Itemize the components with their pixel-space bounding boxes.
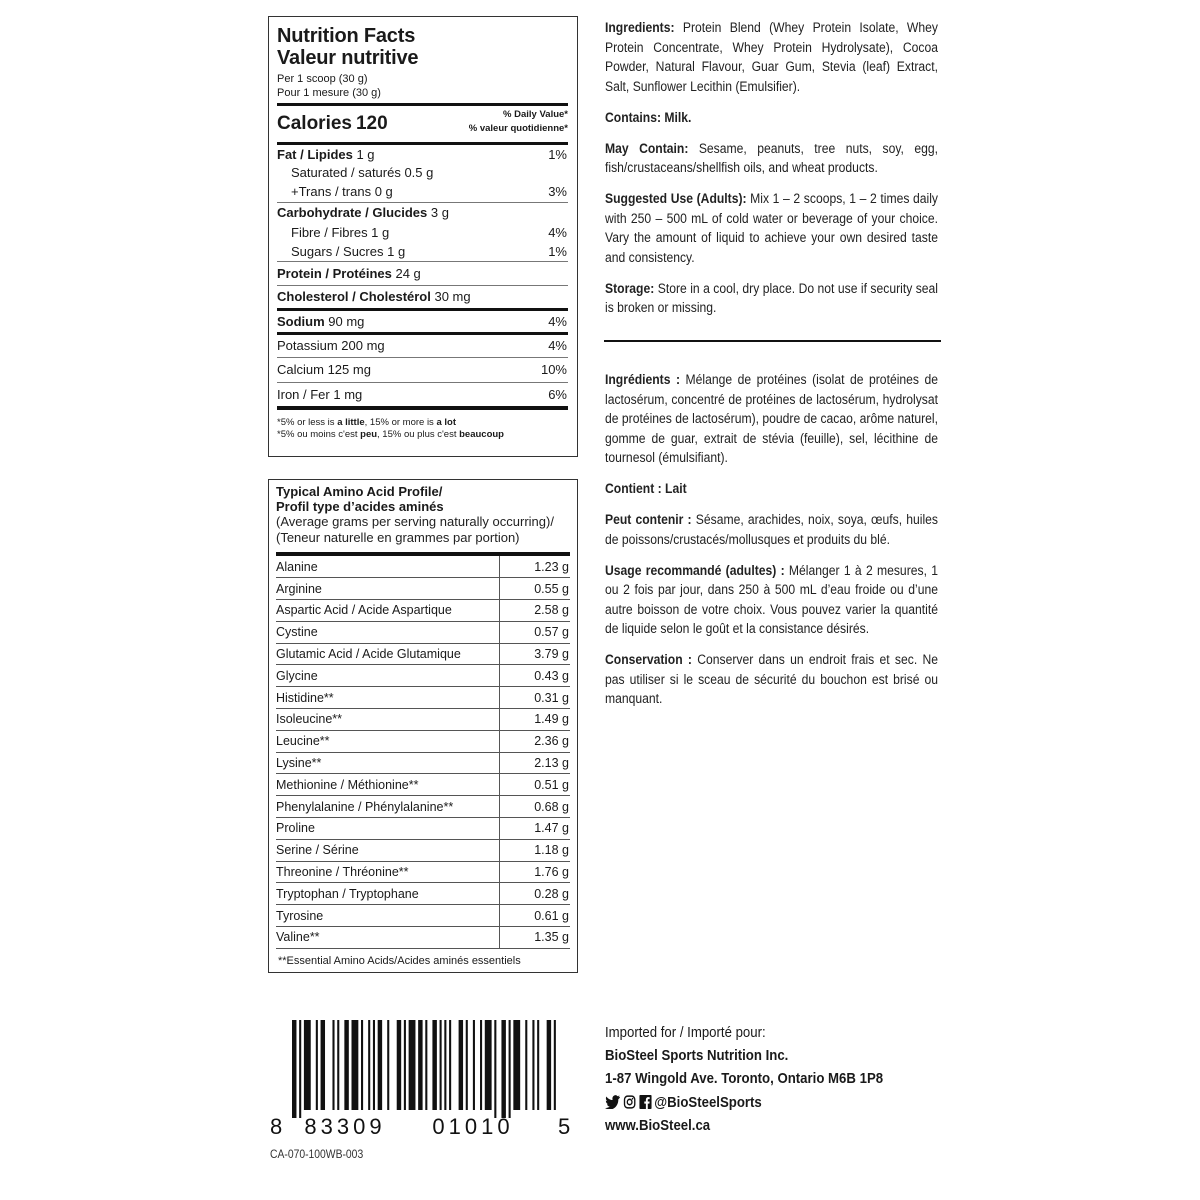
amino-name: Serine / Sérine xyxy=(276,839,499,861)
company-address: 1-87 Wingold Ave. Toronto, Ontario M6B 1P8 xyxy=(605,1070,884,1088)
barcode-bar xyxy=(501,1020,505,1118)
amino-amount: 0.28 g xyxy=(499,883,570,905)
storage-en: Storage: Store in a cool, dry place. Do not use if security seal is broken or missing. xyxy=(605,280,938,315)
amino-amount: 0.61 g xyxy=(499,905,570,927)
amino-amount: 0.68 g xyxy=(499,796,570,818)
nutrient-row-fat: Fat / Lipides 1 g 1% xyxy=(277,146,567,162)
may-contain-en: May Contain: Sesame, peanuts, tree nuts, soy, egg, fish/crustaceans/shellfish oils, and wheat products. xyxy=(605,140,938,175)
amino-name: Arginine xyxy=(276,578,499,600)
barcode-bar xyxy=(547,1020,551,1110)
barcode-bar xyxy=(361,1020,363,1110)
barcode-bar xyxy=(485,1020,492,1110)
nutrient-row-calcium: Calcium 125 mg 10% xyxy=(277,357,568,382)
english-info xyxy=(605,18,938,329)
amino-title-fr: Profil type d’acides aminés xyxy=(276,499,444,514)
amino-row xyxy=(276,905,570,927)
barcode-bar xyxy=(404,1020,406,1110)
barcode-bar xyxy=(352,1020,359,1110)
amino-subtitle-fr: (Teneur naturelle en grammes par portion) xyxy=(276,530,520,545)
nutrition-title-fr: Valeur nutritive xyxy=(277,47,419,69)
barcode-bar xyxy=(378,1020,382,1110)
barcode-bar xyxy=(292,1020,296,1118)
barcode-bar xyxy=(459,1020,463,1110)
social-row xyxy=(605,1091,939,1114)
amino-amount: 1.18 g xyxy=(499,839,570,861)
barcode-bar xyxy=(337,1020,339,1110)
amino-name: Tryptophan / Tryptophane xyxy=(276,883,499,905)
daily-value-en: % Daily Value* xyxy=(503,109,568,120)
amino-acid-table xyxy=(276,556,570,949)
nutrient-row-sugars: Sugars / Sucres 1 g 1% xyxy=(291,243,567,259)
barcode xyxy=(270,1020,573,1138)
barcode-bar xyxy=(332,1020,334,1110)
company-name: BioSteel Sports Nutrition Inc. xyxy=(605,1047,789,1065)
facebook-icon[interactable] xyxy=(639,1095,651,1109)
barcode-bar xyxy=(344,1020,348,1110)
suggested-use-fr: Usage recommandé (adultes) : Mélanger 1 à 2 mesures, 1 ou 2 fois par jour, dans 250 à 500 mL d’eau froide ou d’une autre boisson de votre choix. Vous pouvez varier la quantité de liquide selon le goût et la consistance désirés. xyxy=(605,562,938,636)
barcode-bar xyxy=(321,1020,325,1110)
barcode-digits-left: 83309 xyxy=(304,1114,386,1138)
amino-amount: 1.49 g xyxy=(499,709,570,731)
amino-row xyxy=(276,687,570,709)
nutrient-row-sodium: Sodium 90 mg 4% xyxy=(277,313,567,329)
calories-label: Calories xyxy=(277,113,352,134)
amino-name: Valine** xyxy=(276,927,499,949)
barcode-bar xyxy=(525,1020,527,1110)
amino-name: Lysine** xyxy=(276,752,499,774)
amino-name: Tyrosine xyxy=(276,905,499,927)
amino-amount: 1.76 g xyxy=(499,861,570,883)
barcode-digit-end: 5 xyxy=(558,1114,571,1138)
amino-row xyxy=(276,861,570,883)
amino-amount: 2.13 g xyxy=(499,752,570,774)
barcode-bar xyxy=(440,1020,442,1110)
amino-name: Glutamic Acid / Acide Glutamique xyxy=(276,643,499,665)
amino-row xyxy=(276,556,570,578)
amino-name: Isoleucine** xyxy=(276,709,499,731)
french-info xyxy=(605,370,938,720)
amino-amount: 0.31 g xyxy=(499,687,570,709)
barcode-bar xyxy=(418,1020,422,1110)
barcode-bar xyxy=(316,1020,318,1110)
amino-amount: 1.23 g xyxy=(499,556,570,578)
amino-name: Cystine xyxy=(276,621,499,643)
amino-amount: 1.35 g xyxy=(499,927,570,949)
amino-name: Methionine / Méthionine** xyxy=(276,774,499,796)
barcode-bar xyxy=(466,1020,468,1110)
amino-row xyxy=(276,643,570,665)
social-handle[interactable]: @BioSteelSports xyxy=(654,1093,762,1111)
nutrient-row-carbohydrate: Carbohydrate / Glucides 3 g xyxy=(277,202,568,223)
barcode-bar xyxy=(554,1020,556,1110)
amino-subtitle-en: (Average grams per serving naturally occurring)/ xyxy=(276,514,554,529)
barcode-bar xyxy=(373,1020,375,1110)
amino-name: Proline xyxy=(276,818,499,840)
amino-amount: 2.58 g xyxy=(499,600,570,622)
calories-value: 120 xyxy=(355,113,388,134)
amino-row xyxy=(276,600,570,622)
barcode-bar xyxy=(425,1020,427,1110)
nutrient-row-potassium: Potassium 200 mg 4% xyxy=(277,338,567,353)
contains-en: Contains: Milk. xyxy=(605,109,692,125)
nutrition-title-en: Nutrition Facts xyxy=(277,25,416,47)
amino-name: Aspartic Acid / Acide Aspartique xyxy=(276,600,499,622)
barcode-bar xyxy=(304,1020,311,1110)
may-contain-fr: Peut contenir : Sésame, arachides, noix, soya, œufs, huiles de poissons/crustacés/mollusques et produits du blé. xyxy=(605,512,939,547)
barcode-bar xyxy=(513,1020,520,1110)
amino-row xyxy=(276,839,570,861)
amino-footnote: **Essential Amino Acids/Acides aminés essentiels xyxy=(278,954,521,967)
amino-row xyxy=(276,752,570,774)
barcode-bar xyxy=(509,1020,511,1118)
serving-size-en: Per 1 scoop (30 g) xyxy=(277,73,368,85)
ingredients-fr: Ingrédients : Mélange de protéines (isolat de protéines de lactosérum, concentré de protéines de lactosérum, hydrolysat de protéines de lactosérum), poudre de cacao, arôme naturel, gomme de guar, extrait de stévia (feuille), sel, lécithine de tournesol (émulsifiant). xyxy=(605,372,938,465)
nutrient-row-fibre: Fibre / Fibres 1 g 4% xyxy=(291,224,567,240)
amino-amount: 0.55 g xyxy=(499,578,570,600)
amino-row xyxy=(276,578,570,600)
instagram-icon[interactable] xyxy=(623,1095,635,1109)
amino-amount: 0.43 g xyxy=(499,665,570,687)
amino-amount: 0.51 g xyxy=(499,774,570,796)
amino-amount: 2.36 g xyxy=(499,730,570,752)
calories-row xyxy=(277,106,568,142)
barcode-bar xyxy=(299,1020,301,1118)
amino-row xyxy=(276,709,570,731)
amino-row xyxy=(276,883,570,905)
barcode-digit-start: 8 xyxy=(270,1114,283,1138)
footnote-fr: *5% ou moins c'est peu, 15% ou plus c'est beaucoup xyxy=(277,429,504,440)
barcode-bar xyxy=(397,1020,401,1110)
amino-name: Histidine** xyxy=(276,687,499,709)
barcode-bar xyxy=(444,1020,446,1110)
amino-name: Glycine xyxy=(276,665,499,687)
barcode-bar xyxy=(432,1020,436,1110)
nutrient-row-trans: +Trans / trans 0 g 3% xyxy=(291,184,567,199)
nutrient-row-saturated: Saturated / saturés 0.5 g xyxy=(291,165,434,180)
amino-row xyxy=(276,665,570,687)
amino-row xyxy=(276,774,570,796)
footnote-en: *5% or less is a little, 15% or more is a lot xyxy=(277,417,456,428)
amino-row xyxy=(276,621,570,643)
conservation-fr: Conservation : Conserver dans un endroit frais et sec. Ne pas utiliser si le sceau de sécurité du bouchon est brisé ou manquant. xyxy=(605,652,938,706)
amino-acid-panel xyxy=(268,479,578,973)
amino-row xyxy=(276,818,570,840)
barcode-bar xyxy=(480,1020,482,1110)
contains-fr: Contient : Lait xyxy=(605,481,687,496)
product-code: CA-070-100WB-003 xyxy=(270,1149,364,1161)
nutrient-row-cholesterol: Cholesterol / Cholestérol 30 mg xyxy=(277,285,568,308)
amino-name: Phenylalanine / Phénylalanine** xyxy=(276,796,499,818)
amino-name: Alanine xyxy=(276,556,499,578)
barcode-bar xyxy=(368,1020,370,1110)
amino-row xyxy=(276,796,570,818)
barcode-bar xyxy=(387,1020,389,1110)
daily-value-fr: % valeur quotidienne* xyxy=(468,123,568,134)
ingredients-en: Ingredients: Protein Blend (Whey Protein Isolate, Whey Protein Concentrate, Whey Protein Hydrolysate), Cocoa Powder, Natural Flavour, Guar Gum, Stevia (leaf) Extract, Salt, Sunflower Lecithin (Emulsifier). xyxy=(605,20,938,94)
website-link[interactable]: www.BioSteel.ca xyxy=(605,1116,711,1134)
amino-amount: 0.57 g xyxy=(499,621,570,643)
amino-name: Leucine** xyxy=(276,730,499,752)
barcode-bar xyxy=(532,1020,534,1110)
amino-amount: 1.47 g xyxy=(499,818,570,840)
barcode-bar xyxy=(537,1020,539,1110)
amino-amount: 3.79 g xyxy=(499,643,570,665)
serving-size-fr: Pour 1 mesure (30 g) xyxy=(277,87,381,99)
twitter-icon[interactable] xyxy=(605,1095,620,1109)
suggested-use-en: Suggested Use (Adults): Mix 1 – 2 scoops, 1 – 2 times daily with 250 – 500 mL of cold water or beverage of your choice. Vary the amount of liquid to achieve your own desired taste and consistency. xyxy=(605,191,939,265)
amino-row xyxy=(276,730,570,752)
importer-line: Imported for / Importé pour: xyxy=(605,1024,766,1041)
nutrition-footnote xyxy=(277,410,568,441)
importer-info xyxy=(605,1021,939,1137)
amino-name: Threonine / Thréonine** xyxy=(276,861,499,883)
nutrition-facts-panel xyxy=(268,16,578,457)
nutrient-row-iron: Iron / Fer 1 mg 6% xyxy=(277,382,568,406)
section-divider xyxy=(604,340,941,342)
amino-row xyxy=(276,927,570,949)
barcode-digits-right: 01010 xyxy=(432,1114,514,1138)
nutrient-row-protein: Protein / Protéines 24 g xyxy=(277,261,568,285)
barcode-bar xyxy=(409,1020,416,1110)
barcode-bar xyxy=(449,1020,451,1110)
barcode-bar xyxy=(494,1020,496,1118)
amino-title-en: Typical Amino Acid Profile/ xyxy=(276,484,443,499)
barcode-bar xyxy=(473,1020,475,1110)
